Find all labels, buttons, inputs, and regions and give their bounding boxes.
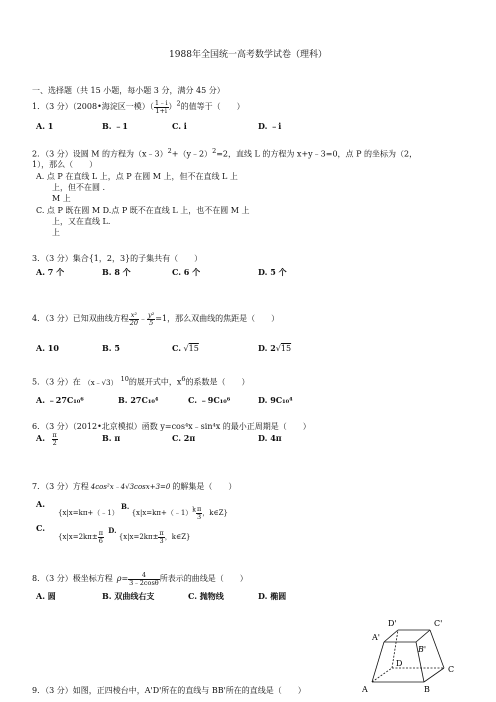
q2-sup-1: 2 [167, 147, 172, 155]
q7-option-c-label: C. [36, 523, 46, 533]
q2-option-a-line2: 上，但不在圆 . [52, 183, 106, 192]
question-4 [32, 312, 279, 326]
q6-option-c: C. 2π [172, 433, 196, 443]
q4-option-c: C. √15 [172, 343, 199, 353]
q7-d-den: 3 [159, 536, 164, 545]
q5-expression: （x﹣√3） [83, 378, 118, 387]
q4-option-a: A. 10 [36, 343, 59, 353]
q5-sup: 10 [120, 375, 129, 383]
label-d-prime: D' [388, 619, 397, 628]
q6-option-d: D. 4π [258, 433, 282, 443]
q2-option-c-line2: 上，又在直线 L. [52, 217, 111, 226]
q1-frac-num: 1﹣i [154, 99, 168, 107]
q8-rho: ρ= [116, 574, 129, 583]
q2-line1-b: +（y﹣2） [171, 149, 213, 159]
label-a-prime: A' [372, 633, 380, 642]
q2-option-a-line1: A. 点 P 在直线 L 上，点 P 在圆 M 上，但不在直线 L 上 [36, 172, 238, 181]
q4-f2-den: 5 [149, 318, 154, 327]
q4-d-label: D. 2 [258, 343, 276, 353]
q1-frac-den: 1+i [155, 106, 167, 115]
section-heading: 一、选择题（共 15 小题，每小题 3 分，满分 45 分） [32, 86, 225, 95]
q2-line1-c: =2，直线 L 的方程为 x+y﹣3=0，点 P 的坐标为（2， [216, 149, 418, 159]
q6-a-label: A. [36, 433, 45, 443]
q2-option-c-line3: 上 [52, 228, 60, 237]
q7-c-den: 6 [98, 536, 103, 545]
q7-b-num: π [196, 505, 202, 513]
q5-option-a: A. ﹣27C₁₀⁶ [36, 395, 84, 405]
q5-stem-b: 的展开式中，x [128, 377, 182, 387]
q2-line2: 1），那么（ ） [32, 160, 98, 169]
q7-equation: 4cos²x﹣4√3cosx+3=0 [90, 483, 171, 491]
q1-option-a: A. 1 [36, 121, 54, 131]
question-9: 9．（3 分）如图，正四棱台中，A'D'所在的直线与 BB'所在的直线是（ ） [32, 686, 306, 695]
edge-aa1 [372, 642, 384, 682]
q4-stem-b: =1，那么双曲线的焦距是（ ） [155, 314, 280, 323]
question-1 [32, 100, 245, 114]
question-3: 3．（3 分）集合{1，2，3}的子集共有（ ） [32, 254, 203, 263]
q6-a-den: 2 [52, 438, 57, 447]
q7-b-text: {x|x=kπ+（﹣1） [131, 509, 193, 517]
q1-option-d: D. ﹣i [258, 121, 282, 131]
q5-option-b: B. 27C₁₀⁴ [118, 395, 159, 405]
q8-option-c: C. 抛物线 [188, 591, 224, 601]
q7-option-c [58, 526, 191, 545]
edge-b1c1 [416, 630, 430, 642]
q8-option-b: B. 双曲线右支 [102, 591, 155, 601]
q7-stem-a: 7．（3 分）方程 [32, 482, 89, 491]
question-8 [32, 572, 248, 586]
q7-option-a-label: A. [36, 499, 45, 509]
q7-c-fraction [98, 530, 104, 544]
q8-fraction [128, 572, 160, 586]
q5-option-d: D. 9C₁₀⁴ [258, 395, 293, 405]
q7-a-text: {x|x=kπ+（﹣1） [58, 509, 119, 517]
q7-c-num: π [98, 529, 104, 537]
q1-sup: 2 [176, 99, 181, 108]
q7-stem-b: 的解集是（ ） [172, 482, 237, 491]
q1-option-b: B. ﹣1 [102, 121, 128, 131]
q8-num: 4 [128, 572, 160, 580]
q7-d-text: {x|x=2kπ± [118, 533, 159, 541]
q4-c-label: C. [172, 343, 182, 353]
q8-den: 3﹣2cosθ [129, 578, 159, 587]
q4-f2-num: y² [148, 311, 155, 319]
question-6: 6．（3 分）（2012•北京模拟）函数 y=cos⁴x﹣sin⁴x 的最小正周期是（ ） [32, 422, 311, 431]
label-a: A [362, 685, 368, 694]
edge-ad [372, 668, 392, 682]
q7-d-label: D. [108, 526, 117, 535]
q4-option-b: B. 5 [102, 343, 120, 353]
q6-option-b: B. π [102, 433, 121, 443]
q7-c-text: {x|x=2kπ± [58, 533, 98, 541]
q1-stem-c: 的值等于（ ） [180, 102, 245, 111]
question-7 [32, 482, 236, 491]
q4-option-d: D. 2√15 [258, 343, 292, 353]
edge-bc [424, 668, 444, 682]
edge-cc1 [430, 630, 444, 668]
q4-c-radicand: 15 [188, 344, 199, 353]
q6-option-a [36, 432, 58, 446]
label-b: B [424, 685, 430, 694]
q6-a-num: π [52, 431, 57, 439]
q5-sup-2: 6 [181, 375, 186, 383]
edge-a1d1 [384, 630, 398, 642]
q7-b-end: ，k∈Z} [202, 509, 228, 517]
question-2-line1 [32, 148, 417, 159]
q7-b-sup: k [192, 506, 196, 514]
frustum-figure [362, 616, 472, 696]
q1-fraction [154, 100, 169, 114]
question-5 [32, 376, 250, 387]
q2-option-c-line1: C. 点 P 既在圆 M D.点 P 既不在直线 L 上，也不在圆 M 上 [36, 206, 250, 215]
q2-line1-a: 2．（3 分）设圆 M 的方程为（x﹣3） [32, 149, 168, 159]
q4-stem-a: 4．（3 分）已知双曲线方程 [32, 314, 129, 323]
label-c: C [448, 665, 455, 674]
q7-d-end: ，k∈Z} [164, 533, 191, 541]
q1-option-c: C. i [172, 121, 187, 131]
q2-option-a-line3: M 上 [52, 194, 71, 203]
q7-b-label: B. [120, 502, 130, 511]
q4-minus: ﹣ [139, 314, 148, 323]
q4-d-radicand: 15 [280, 344, 292, 353]
q7-d-num: π [159, 529, 164, 537]
label-d: D [396, 659, 403, 668]
q8-stem-a: 8．（3 分）极坐标方程 [32, 574, 113, 583]
q4-f1-num: x² [130, 311, 138, 319]
q3-option-b: B. 8 个 [102, 267, 131, 277]
q1-stem-a: 1．（3 分）（2008•海淀区一模）（ [32, 102, 154, 111]
q4-f1-den: 20 [129, 318, 139, 327]
q6-a-fraction [52, 432, 58, 446]
q5-option-c: C. ﹣9C₁₀⁶ [188, 395, 231, 405]
q8-option-a: A. 圆 [36, 591, 56, 601]
q3-option-c: C. 6 个 [172, 267, 201, 277]
q8-stem-b: 所表示的曲线是（ ） [159, 574, 248, 583]
label-c-prime: C' [434, 619, 443, 628]
q5-stem-a: 5．（3 分）在 [32, 377, 81, 387]
q7-option-a [58, 502, 228, 521]
q8-option-d: D. 椭圆 [258, 591, 287, 601]
q2-sup-2: 2 [212, 147, 217, 155]
q3-option-a: A. 7 个 [36, 267, 65, 277]
q1-stem-b: ） [168, 102, 177, 111]
q7-b-den: 3 [197, 512, 202, 521]
q5-stem-c: 的系数是（ ） [185, 377, 250, 387]
label-b-prime: B' [418, 645, 427, 654]
page-title: 1988年全国统一高考数学试卷（理科） [169, 50, 327, 60]
q3-option-d: D. 5 个 [258, 267, 287, 277]
q4-fraction-1 [129, 312, 139, 326]
